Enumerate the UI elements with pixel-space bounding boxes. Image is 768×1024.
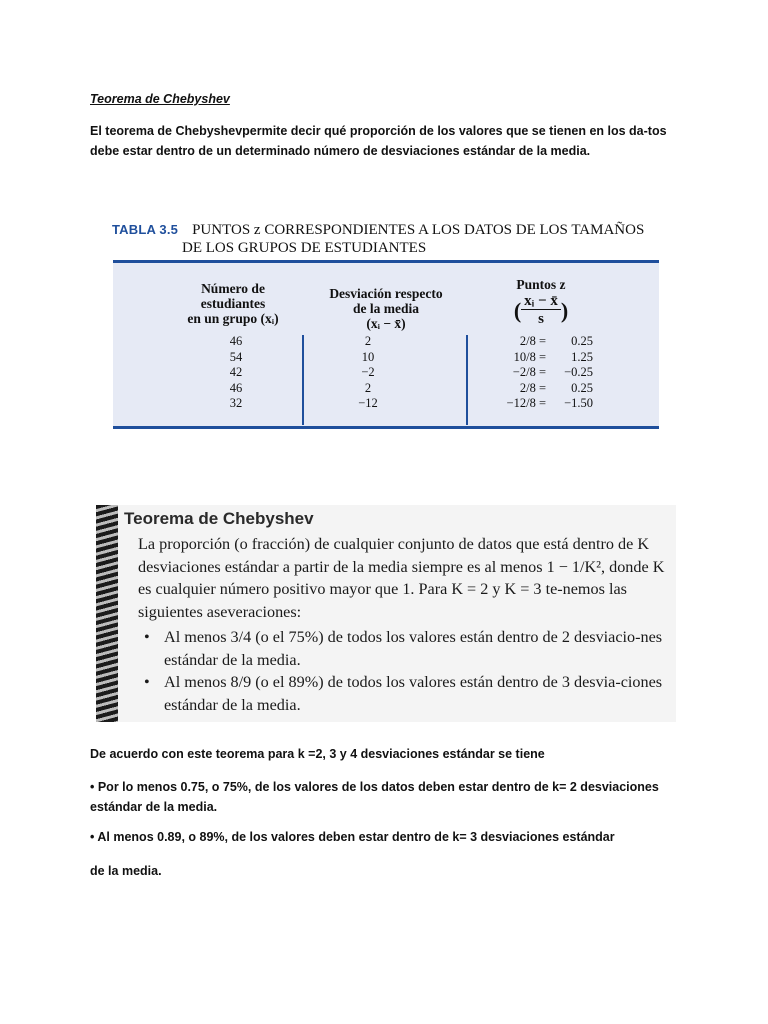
column-z-value [553,334,593,412]
header-col3 [491,277,591,327]
cell-x: 42 [229,365,243,379]
decorative-stripe [96,505,118,722]
cell-z-frac: 2/8 = [519,380,546,395]
theorem-bullet-1-text: Al menos 3/4 (o el 75%) de todos los valores están dentro de 2 desviacio-nes estándar de la media. [164,628,663,669]
bullet-dot-icon: • [144,628,150,646]
header-col2-line3: (xᵢ − x̄) [366,316,406,331]
column-z-fraction [486,334,546,412]
page-heading: Teorema de Chebyshev [90,92,230,106]
cell-z-frac: 2/8 = [519,334,546,348]
cell-z: 0.25 [571,334,593,348]
cell-dev: −12 [358,396,378,410]
cell-z: −0.25 [564,365,593,379]
cell-z: −1.50 [564,396,593,410]
cell-x: 46 [229,380,243,395]
cell-z-frac: 10/8 = [513,349,546,364]
table-title-line2: DE LOS GRUPOS DE ESTUDIANTES [182,240,427,256]
column-divider-2 [466,335,468,425]
intro-paragraph: El teorema de Chebyshevpermite decir qué proporción de los valores que se tienen en los da-tos debe estar dentro de un determinado número de desviaciones estándar de la media. [90,124,667,158]
after-paragraph-1: De acuerdo con este teorema para k =2, 3 y 4 desviaciones estándar se tiene [90,747,545,761]
theorem-bullet-2 [146,671,666,716]
theorem-box [96,505,676,722]
table-label: TABLA 3.5 [112,222,179,237]
theorem-title: Teorema de Chebyshev [124,509,314,528]
header-col2-line1: Desviación respecto [329,286,443,301]
cell-x: 54 [229,349,243,364]
header-col3-denominator: s [538,311,544,327]
cell-z: 0.25 [571,380,593,395]
after-paragraph-4: de la media. [90,864,162,878]
column-group-size [208,334,264,412]
header-col1-line2: estudiantes [200,296,266,311]
theorem-bullet-1 [146,626,666,671]
header-col3-numerator: xᵢ − x̄ [521,294,561,310]
table-title-line1: PUNTOS z CORRESPONDIENTES A LOS DATOS DE LOS TAMAÑOS [192,222,645,238]
header-col1 [173,281,293,326]
column-deviation [338,334,398,412]
cell-x: 46 [229,334,243,348]
z-score-table [113,260,659,429]
bullet-dot-icon: • [144,673,150,691]
cell-dev: 10 [361,349,375,364]
header-col3-formula: ( $\frac{\text{xᵢ − x̄}}{s}$ ) [513,293,569,327]
cell-dev: −2 [361,365,375,379]
cell-x: 32 [229,396,243,410]
cell-dev: 2 [364,380,372,395]
cell-dev: 2 [364,334,372,348]
table-caption [112,221,644,257]
header-col1-line3: en un grupo (xᵢ) [187,311,279,326]
theorem-text: La proporción (o fracción) de cualquier conjunto de datos que está dentro de K desviaciones estándar a partir de la media siempre es al menos 1 − 1/K², donde K es cualquier número positivo mayor que 1. Para K = 2 y K = 3 te-nemos las siguientes aseveraciones: [138,535,665,621]
after-paragraph-3: • Al menos 0.89, o 89%, de los valores deben estar dentro de k= 3 desviaciones estándar [90,830,615,844]
header-col2-line2: de la media [353,301,419,316]
cell-z: 1.25 [571,349,593,364]
theorem-bullet-2-text: Al menos 8/9 (o el 89%) de todos los valores están dentro de 3 desvia-ciones estándar de la media. [164,673,663,714]
column-divider-1 [302,335,304,425]
header-col1-line1: Número de [201,281,265,296]
after-paragraph-2: • Por lo menos 0.75, o 75%, de los valores de los datos deben estar dentro de k= 2 desviaciones estándar de la media. [90,780,659,814]
header-col2 [311,286,461,331]
cell-z-frac: −2/8 = [512,365,546,379]
header-col3-title: Puntos z [516,277,566,292]
cell-z-frac: −12/8 = [506,396,546,410]
